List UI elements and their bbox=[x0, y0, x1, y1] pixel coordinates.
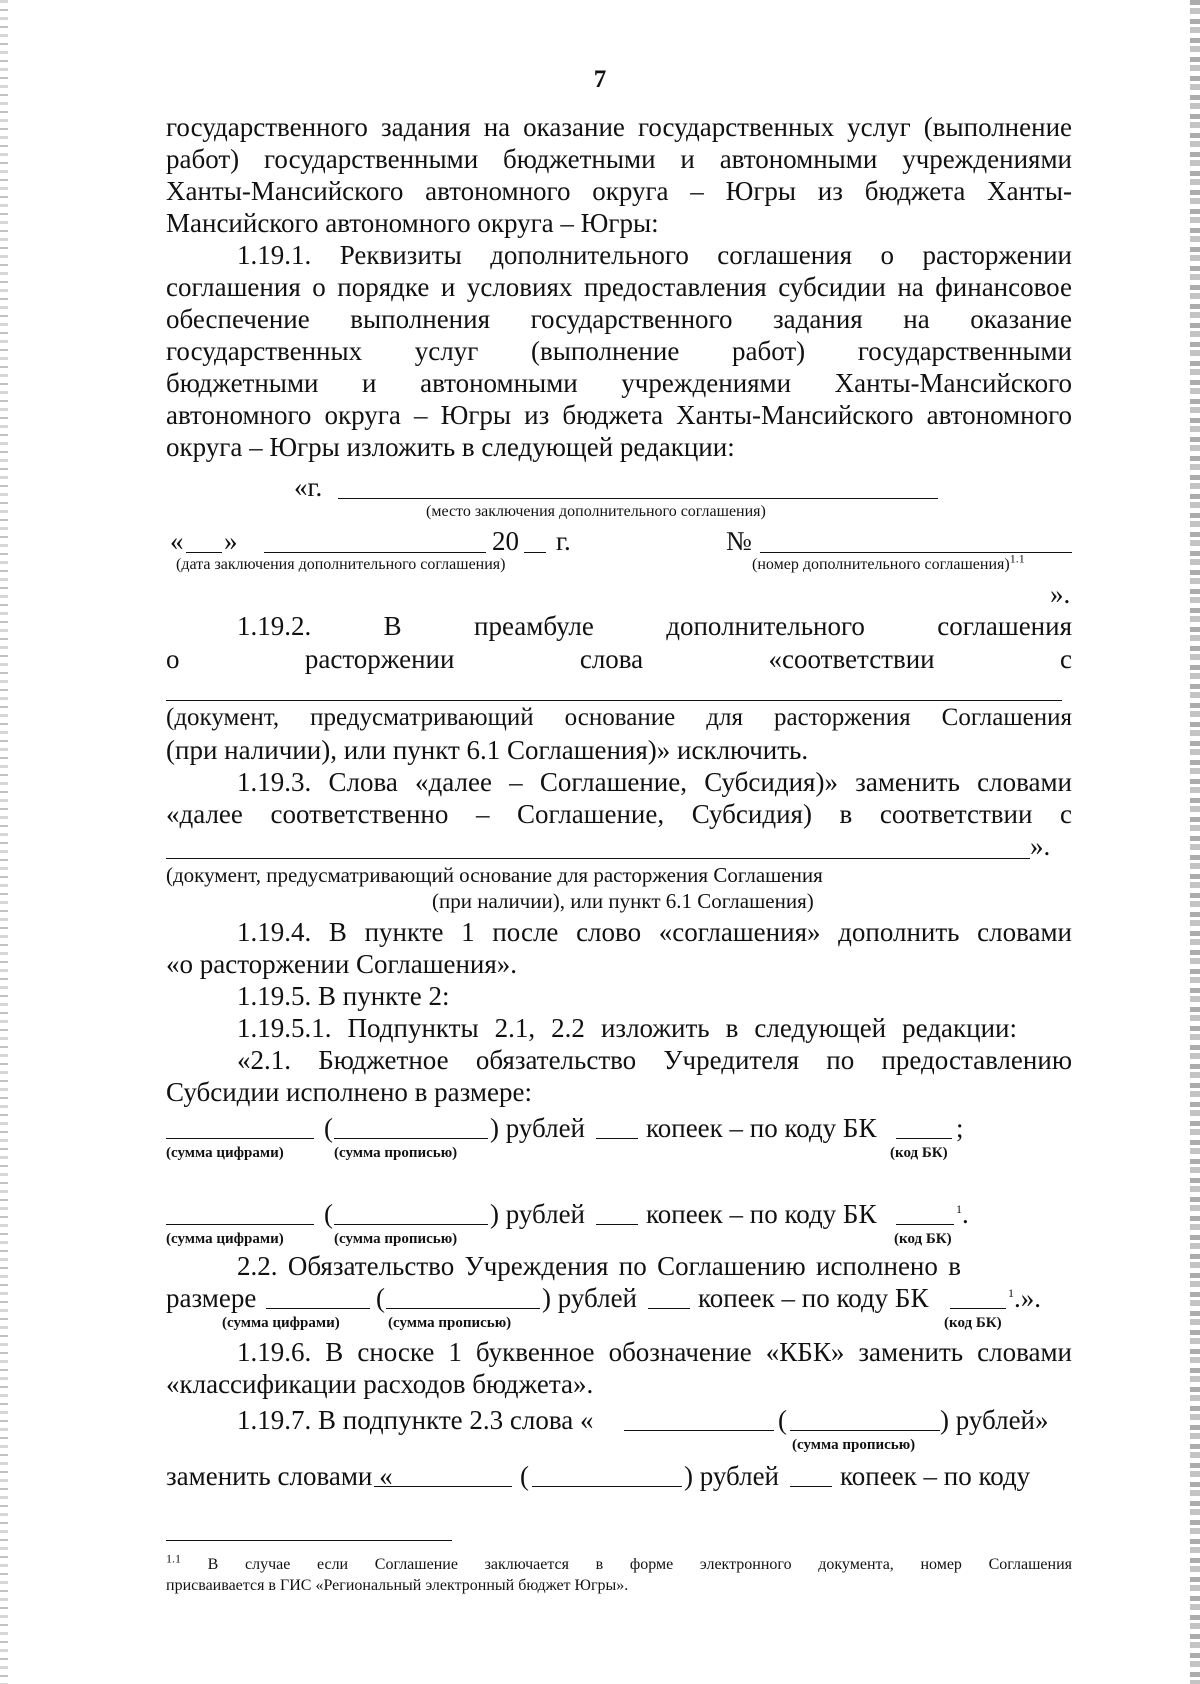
paragraph-line: работ) государственными бюджетными и автономными учреждениями bbox=[166, 144, 1072, 174]
paragraph-line: заменить словами « bbox=[166, 1461, 393, 1491]
footnote-ref: 1 bbox=[1008, 1286, 1014, 1300]
caption-line: (при наличии), или пункт 6.1 Соглашения) bbox=[432, 889, 814, 913]
page-number: 7 bbox=[593, 66, 607, 93]
form-closing: ». bbox=[1050, 579, 1071, 609]
paragraph-line: «2.1. Бюджетное обязательство Учредителя по предоставлению bbox=[237, 1045, 1072, 1075]
sum-words-caption: (сумма прописью) bbox=[334, 1145, 458, 1161]
sum-words-caption: (сумма прописью) bbox=[792, 1437, 916, 1453]
paragraph-line: «о расторжении Соглашения». bbox=[166, 949, 518, 979]
footnote-line: присваивается в ГИС «Региональный электронный бюджет Югры». bbox=[166, 1577, 629, 1594]
paragraph-line: бюджетными и автономными учреждениями Ханты-Мансийского bbox=[166, 368, 1072, 398]
date-quote-open: « bbox=[170, 526, 184, 556]
sum-words-blank bbox=[334, 1224, 488, 1225]
paragraph-line: соглашения о порядке и условиях предоставления субсидии на финансовое bbox=[166, 272, 1072, 302]
paragraph-line: 2.2. Обязательство Учреждения по Соглашению исполнено в bbox=[237, 1251, 961, 1281]
sum-words-caption: (сумма прописью) bbox=[334, 1231, 458, 1247]
sum-digits-blank bbox=[166, 1138, 314, 1139]
city-prefix: «г. bbox=[294, 472, 323, 502]
paragraph-line: Ханты-Мансийского автономного округа – Югры из бюджета Ханты- bbox=[166, 176, 1072, 206]
size-word: размере bbox=[166, 1283, 257, 1313]
kbk-caption: (код БК) bbox=[890, 1145, 948, 1161]
kopecks-blank bbox=[596, 1224, 638, 1225]
footnote-line bbox=[166, 1551, 1073, 1575]
place-caption: (место заключения дополнительного соглашения) bbox=[426, 503, 766, 520]
paragraph-line: округа – Югры изложить в следующей редакции: bbox=[166, 432, 735, 462]
year-prefix: 20 bbox=[492, 526, 519, 556]
rubles-label: ) рублей bbox=[490, 1199, 586, 1229]
paren-open: ( bbox=[324, 1113, 333, 1143]
footnote-separator bbox=[166, 1540, 452, 1541]
sum-digits-caption: (сумма цифрами) bbox=[166, 1145, 284, 1161]
paragraph-line: 1.19.7. В подпункте 2.3 слова « bbox=[237, 1405, 594, 1435]
paren-open: ( bbox=[778, 1405, 787, 1435]
footnote-mark: 1.1 bbox=[166, 1551, 181, 1566]
sum-digits-blank bbox=[374, 1486, 512, 1487]
kbk-blank bbox=[896, 1224, 954, 1225]
kopecks-label: копеек – по коду БК bbox=[646, 1199, 877, 1229]
sum-digits-caption: (сумма цифрами) bbox=[166, 1231, 284, 1247]
semicolon: ; bbox=[956, 1113, 964, 1143]
month-blank-line bbox=[264, 552, 486, 553]
place-blank-line bbox=[338, 498, 938, 499]
paragraph-line: «далее соответственно – Соглашение, Субсидия) в соответствии с bbox=[166, 799, 1072, 829]
paragraph-line: обеспечение выполнения государственного задания на оказание bbox=[166, 304, 1072, 334]
paragraph-line: Субсидии исполнено в размере: bbox=[166, 1077, 532, 1107]
kbk-caption: (код БК) bbox=[944, 1315, 1002, 1331]
row-end bbox=[956, 1198, 986, 1230]
rubles-label: ) рублей bbox=[684, 1461, 780, 1491]
paragraph-line: 1.19.1. Реквизиты дополнительного соглашения о расторжении bbox=[237, 240, 1072, 270]
kopecks-label: копеек – по коду БК bbox=[646, 1113, 877, 1143]
paragraph-line: (документ, предусматривающий основание для расторжения Соглашения bbox=[166, 704, 1072, 731]
year-blank-line bbox=[524, 552, 546, 553]
scan-edge-right bbox=[1190, 0, 1200, 1684]
kbk-blank bbox=[950, 1308, 1006, 1309]
document-blank-line bbox=[166, 858, 1030, 859]
date-caption: (дата заключения дополнительного соглашения) bbox=[176, 556, 506, 573]
kopecks-label: копеек – по коду bbox=[840, 1461, 1031, 1491]
kbk-caption: (код БК) bbox=[894, 1231, 952, 1247]
paragraph-line: 1.19.5. В пункте 2: bbox=[237, 981, 450, 1011]
kopecks-blank bbox=[790, 1486, 832, 1487]
rubles-label: ) рублей» bbox=[940, 1405, 1049, 1435]
rubles-label: ) рублей bbox=[490, 1113, 586, 1143]
paragraph-line: автономного округа – Югры из бюджета Ханты-Мансийского автономного bbox=[166, 400, 1072, 430]
quote-close: ». bbox=[1030, 831, 1051, 861]
scan-edge-left bbox=[0, 0, 8, 1684]
sum-words-blank bbox=[532, 1486, 682, 1487]
paren-open: ( bbox=[376, 1283, 385, 1313]
paren-open: ( bbox=[324, 1199, 333, 1229]
footnote bbox=[166, 1551, 1073, 1596]
kopecks-label: копеек – по коду БК bbox=[698, 1283, 929, 1313]
footnote-ref: 1.1 bbox=[1009, 551, 1025, 566]
paragraph-line: (при наличии), или пункт 6.1 Соглашения)» исключить. bbox=[166, 735, 809, 765]
sum-words-blank bbox=[790, 1430, 940, 1431]
footnote-ref: 1 bbox=[956, 1202, 962, 1216]
rubles-label: ) рублей bbox=[542, 1283, 638, 1313]
date-quote-close: » bbox=[224, 526, 238, 556]
paragraph-line: о расторжении слова «соответствии с bbox=[166, 644, 1072, 674]
caption-line: (документ, предусматривающий основание для расторжения Соглашения bbox=[166, 863, 823, 887]
paragraph-line: государственного задания на оказание государственных услуг (выполнение bbox=[166, 112, 1072, 142]
sum-words-blank bbox=[386, 1308, 540, 1309]
kopecks-blank bbox=[648, 1308, 690, 1309]
paragraph-line: государственных услуг (выполнение работ) государственными bbox=[166, 336, 1072, 366]
paragraph-line: 1.19.2. В преамбуле дополнительного соглашения bbox=[237, 611, 1072, 641]
year-suffix: г. bbox=[556, 526, 571, 556]
number-caption bbox=[752, 551, 1025, 574]
kbk-blank bbox=[896, 1138, 952, 1139]
period: . bbox=[962, 1199, 969, 1229]
paragraph-line: «классификации расходов бюджета». bbox=[166, 1369, 594, 1399]
sum-digits-caption: (сумма цифрами) bbox=[222, 1315, 340, 1331]
number-blank-line bbox=[760, 552, 1072, 553]
kopecks-blank bbox=[596, 1138, 638, 1139]
sum-words-blank bbox=[334, 1138, 488, 1139]
footnote-text: В случае если Соглашение заключается в форме электронного документа, номер Соглашения bbox=[207, 1556, 1073, 1573]
row-end bbox=[1008, 1282, 1078, 1314]
paragraph-line: Мансийского автономного округа – Югры: bbox=[166, 208, 659, 238]
paragraph-line: 1.19.4. В пункте 1 после слово «соглашения» дополнить словами bbox=[237, 917, 1072, 947]
paragraph-line: 1.19.3. Слова «далее – Соглашение, Субсидия)» заменить словами bbox=[237, 767, 1072, 797]
closing: .». bbox=[1014, 1283, 1041, 1313]
document-blank-line bbox=[166, 700, 1062, 701]
sum-digits-blank bbox=[166, 1224, 314, 1225]
day-blank-line bbox=[186, 552, 222, 553]
paragraph-line: 1.19.6. В сноске 1 буквенное обозначение «КБК» заменить словами bbox=[237, 1337, 1072, 1367]
sum-digits-blank bbox=[624, 1430, 774, 1431]
sum-digits-blank bbox=[266, 1308, 370, 1309]
paragraph-line: 1.19.5.1. Подпункты 2.1, 2.2 изложить в следующей редакции: bbox=[237, 1013, 1017, 1043]
sum-words-caption: (сумма прописью) bbox=[388, 1315, 512, 1331]
paren-open: ( bbox=[520, 1461, 529, 1491]
number-caption-text: (номер дополнительного соглашения) bbox=[752, 556, 1010, 573]
number-sign: № bbox=[726, 526, 752, 556]
